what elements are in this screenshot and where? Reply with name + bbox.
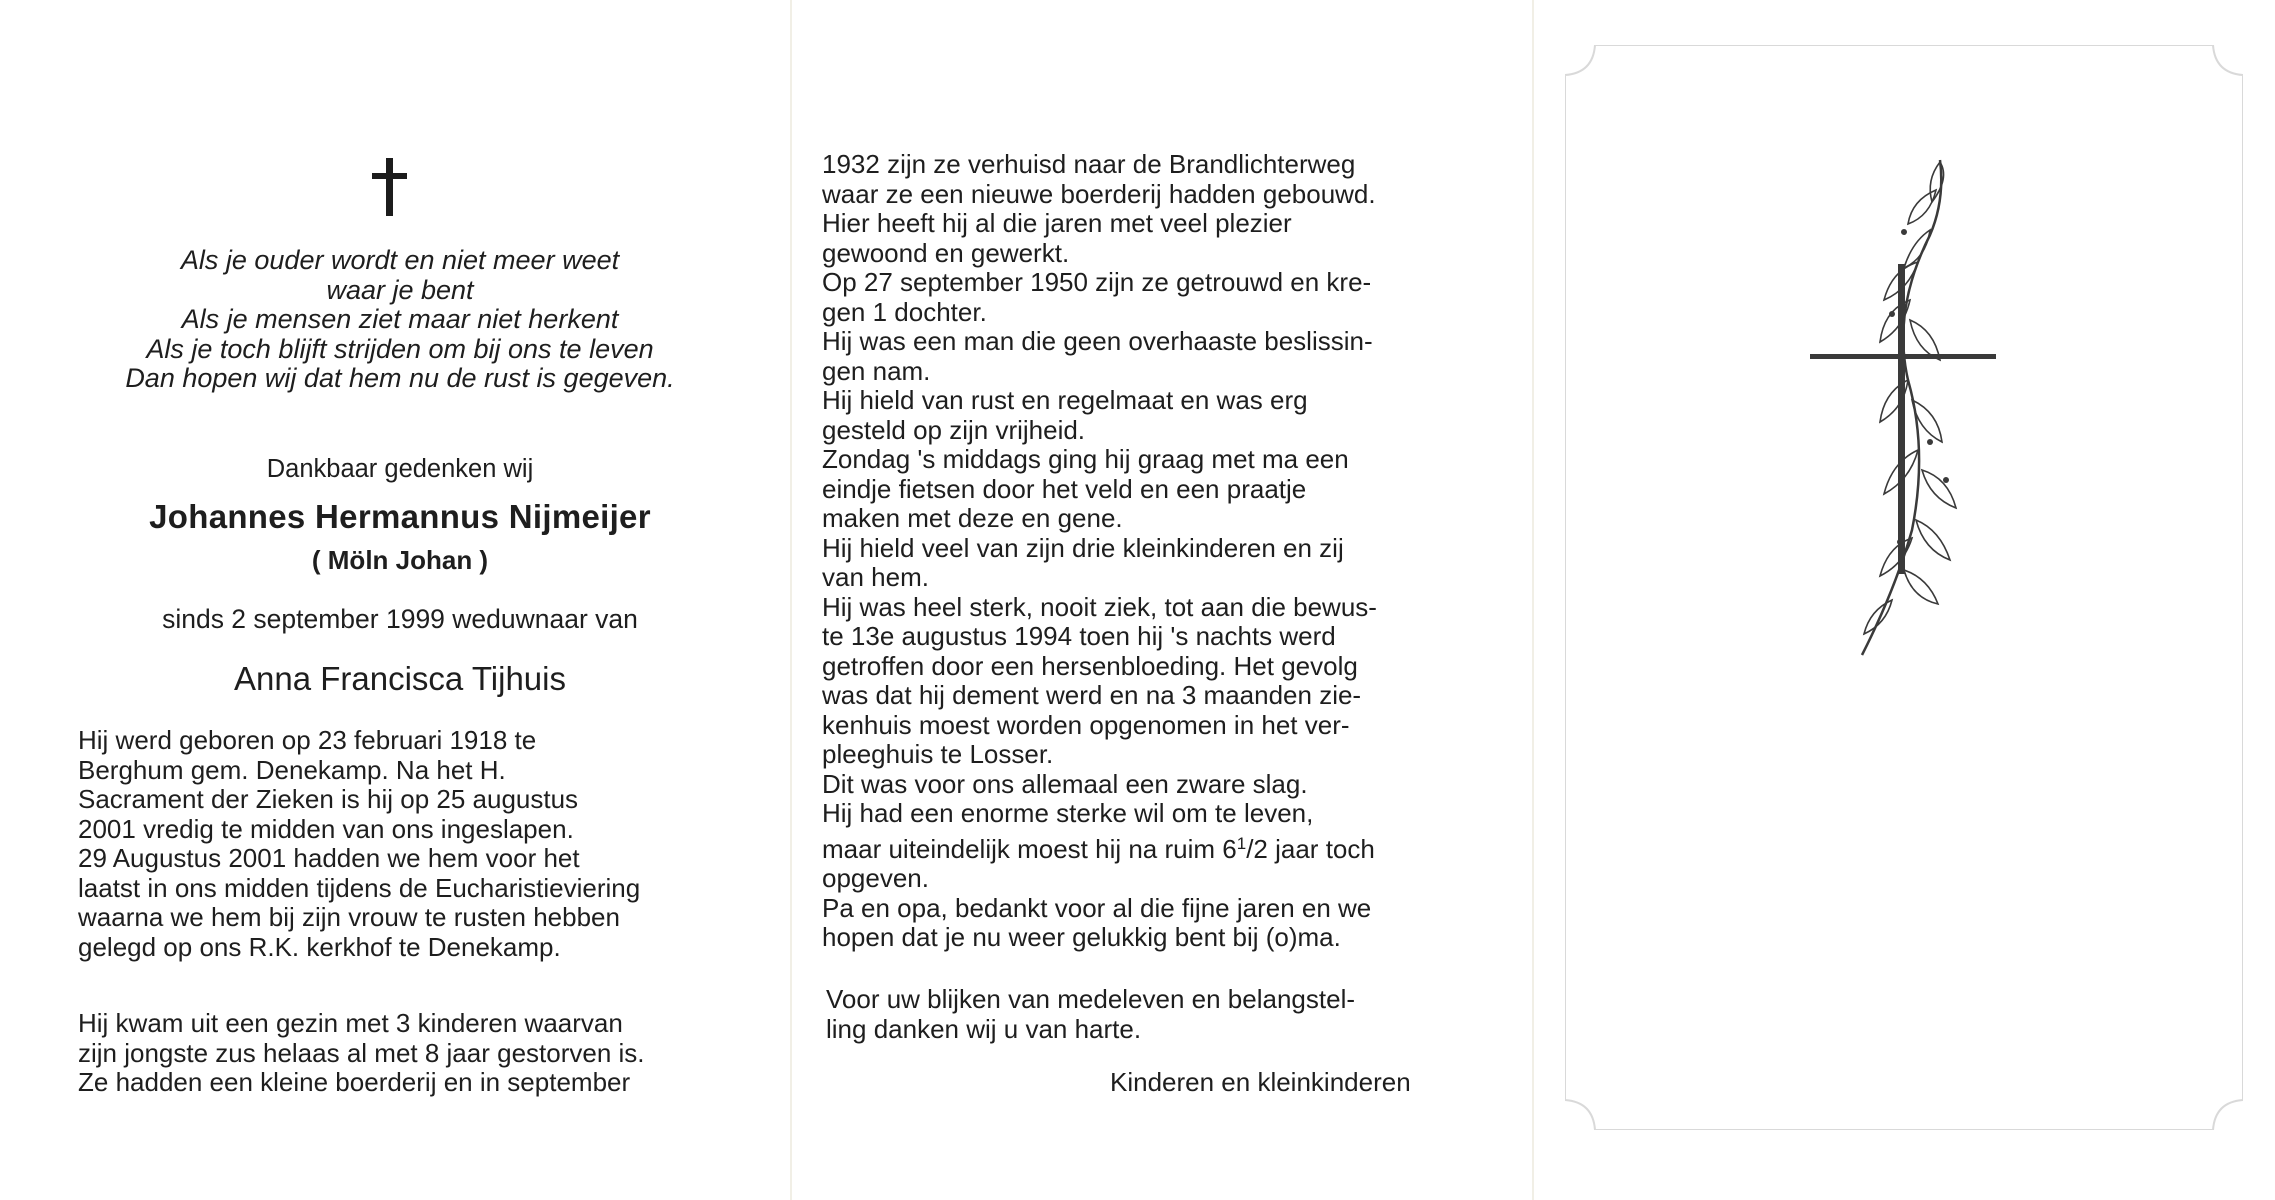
spouse-name: Anna Francisca Tijhuis	[234, 660, 566, 697]
fold-line-right	[1532, 0, 1534, 1200]
text-line-fraction	[822, 829, 1452, 865]
text-line: Zondag 's middags ging hij graag met ma een	[822, 444, 1349, 474]
text-line: Hij was heel sterk, nooit ziek, tot aan die bewus-	[822, 591, 1377, 622]
text-line: opgeven.	[822, 863, 929, 893]
cross-with-olive-branch-icon	[1800, 150, 2030, 670]
text-line: gen 1 dochter.	[822, 296, 987, 327]
text-line: Hij was een man die geen overhaaste beslissin-	[822, 326, 1373, 356]
text-line: zijn jongste zus helaas al met 8 jaar gestorven is.	[78, 1037, 645, 1068]
text-line: Berghum gem. Denekamp. Na het H.	[78, 754, 506, 785]
text-line: Sacrament der Zieken is hij op 25 augustus	[78, 784, 579, 814]
text-line: van hem.	[822, 562, 929, 592]
poem	[60, 246, 740, 394]
text-line: ling danken wij u van harte.	[826, 1013, 1142, 1044]
text-line: Hij hield veel van zijn drie kleinkinderen en zij	[822, 532, 1344, 563]
text-line: Hij werd geboren op 23 februari 1918 te	[78, 725, 537, 755]
text-line: waarna we hem bij zijn vrouw te rusten hebben	[78, 902, 620, 932]
thanks-line: Dankbaar gedenken wij	[266, 455, 534, 483]
closing-thanks	[826, 985, 1456, 1044]
fraction-superscript: 1	[1236, 833, 1247, 853]
widower-line: sinds 2 september 1999 weduwnaar van	[162, 604, 638, 634]
text-line: 1932 zijn ze verhuisd naar de Brandlichterweg	[822, 149, 1356, 179]
fold-line-left	[790, 0, 792, 1200]
biography-paragraph-birth	[78, 726, 710, 962]
text-line: Hij kwam uit een gezin met 3 kinderen waarvan	[78, 1008, 623, 1038]
text-line: eindje fietsen door het veld en een praatje	[822, 473, 1307, 504]
text-line: was dat hij dement werd en na 3 maanden zie-	[822, 680, 1362, 710]
text-line: Voor uw blijken van medeleven en belangstel-	[826, 984, 1356, 1014]
biography-continued	[822, 150, 1452, 953]
text-line: 2001 vredig te midden van ons ingeslapen.	[78, 813, 574, 844]
latin-cross-icon	[370, 158, 410, 216]
poem-line: Dan hopen wij dat hem nu de rust is gegeven.	[125, 363, 675, 393]
text-line: waar ze een nieuwe boerderij hadden gebouwd.	[822, 178, 1376, 209]
poem-line: Als je ouder wordt en niet meer weet	[180, 245, 620, 275]
text-line: hopen dat je nu weer gelukkig bent bij (o)ma.	[822, 922, 1341, 952]
poem-line: waar je bent	[326, 274, 474, 305]
text-line: Hij had een enorme sterke wil om te leven,	[822, 798, 1314, 828]
poem-line: Als je toch blijft strijden om bij ons te leven	[146, 333, 654, 364]
text-line: te 13e augustus 1994 toen hij 's nachts werd	[822, 621, 1336, 651]
text-line: Ze hadden een kleine boerderij en in september	[78, 1067, 631, 1097]
fraction-post: /2 jaar toch	[1246, 833, 1375, 864]
text-line: gewoond en gewerkt.	[822, 237, 1070, 268]
biography-paragraph-family	[78, 1009, 712, 1098]
text-line: 29 Augustus 2001 hadden we hem voor het	[78, 843, 580, 873]
text-line: Op 27 september 1950 zijn ze getrouwd en kre-	[822, 267, 1372, 297]
text-line: Hij hield van rust en regelmaat en was erg	[822, 385, 1308, 415]
text-line: getroffen door een hersenbloeding. Het gevolg	[822, 650, 1358, 681]
text-line: kenhuis moest worden opgenomen in het ver-	[822, 709, 1350, 740]
poem-line: Als je mensen ziet maar niet herkent	[181, 304, 619, 334]
text-line: pleeghuis te Losser.	[822, 739, 1054, 769]
text-line: Pa en opa, bedankt voor al die fijne jaren en we	[822, 892, 1372, 923]
text-line: gesteld op zijn vrijheid.	[822, 414, 1086, 445]
text-line: gelegd op ons R.K. kerkhof te Denekamp.	[78, 931, 561, 962]
nickname: ( Möln Johan )	[311, 545, 489, 575]
text-line: gen nam.	[822, 355, 931, 386]
text-line: Hier heeft hij al die jaren met veel plezier	[822, 208, 1292, 238]
text-line: maken met deze en gene.	[822, 503, 1123, 533]
deceased-name: Johannes Hermannus Nijmeijer	[149, 498, 651, 535]
signature-line: Kinderen en kleinkinderen	[1110, 1067, 1411, 1097]
text-line: laatst in ons midden tijdens de Eucharistieviering	[78, 872, 641, 903]
fraction-pre: maar uiteindelijk moest hij na ruim 6	[822, 833, 1237, 864]
text-line: Dit was voor ons allemaal een zware slag.	[822, 768, 1308, 799]
